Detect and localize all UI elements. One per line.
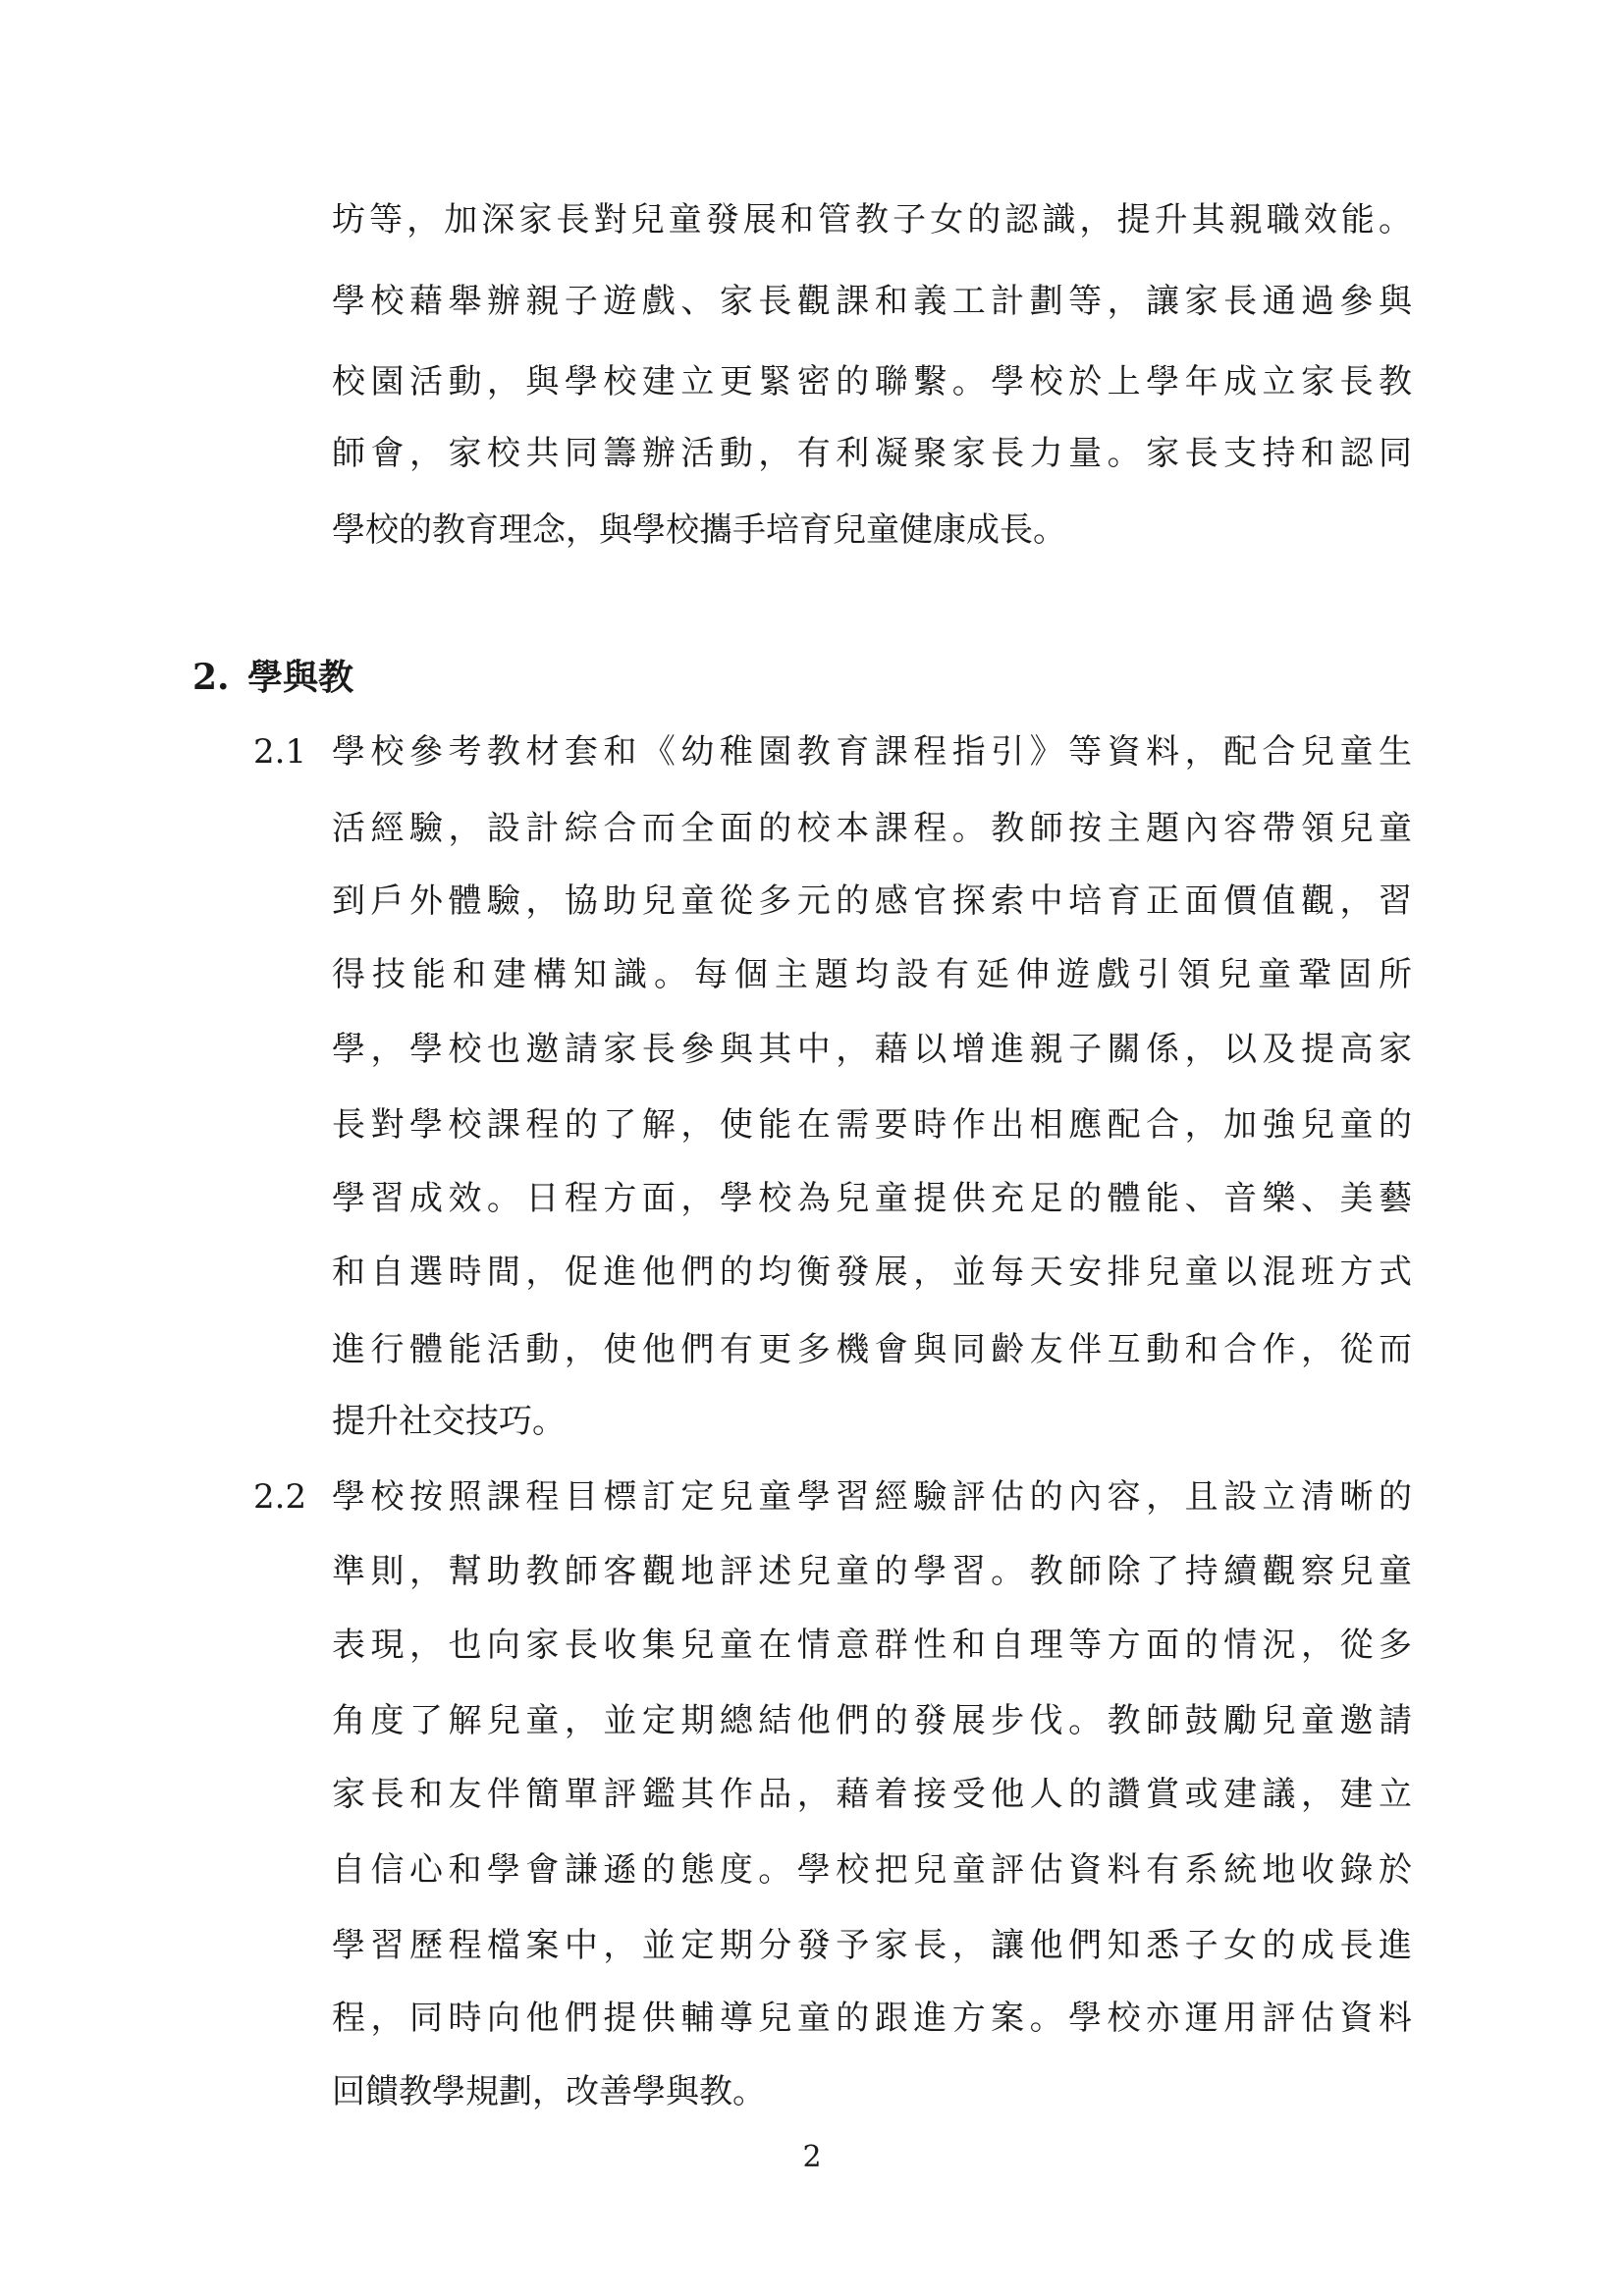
page-number: 2	[802, 2140, 822, 2174]
item-line: 準則，幫助教師客觀地評述兒童的學習。教師除了持續觀察兒童	[332, 1552, 1412, 1591]
item-line: 學習成效。日程方面，學校為兒童提供充足的體能、音樂、美藝	[332, 1179, 1412, 1218]
item-line: 提升社交技巧。	[332, 1402, 566, 1441]
intro-line: 坊等，加深家長對兒童發展和管教子女的認識，提升其親職效能。	[332, 200, 1412, 240]
item-line: 學習歷程檔案中，並定期分發予家長，讓他們知悉子女的成長進	[332, 1926, 1412, 1965]
item-line: 得技能和建構知識。每個主題均設有延伸遊戲引領兒童鞏固所	[332, 955, 1412, 994]
item-line: 回饋教學規劃，改善學與教。	[332, 2072, 766, 2111]
section-number: 2.	[192, 657, 230, 698]
item-number: 2.1	[253, 732, 307, 772]
item-line: 進行體能活動，使他們有更多機會與同齡友伴互動和合作，從而	[332, 1330, 1412, 1369]
intro-line: 師會，家校共同籌辦活動，有利凝聚家長力量。家長支持和認同	[332, 434, 1412, 473]
item-line: 和自選時間，促進他們的均衡發展，並每天安排兒童以混班方式	[332, 1253, 1412, 1292]
item-line: 到戶外體驗，協助兒童從多元的感官探索中培育正面價值觀，習	[332, 881, 1412, 921]
section-heading	[192, 656, 353, 699]
intro-line: 校園活動，與學校建立更緊密的聯繫。學校於上學年成立家長教	[332, 362, 1412, 401]
item-line: 自信心和學會謙遜的態度。學校把兒童評估資料有系統地收錄於	[332, 1850, 1412, 1890]
intro-line: 學校藉舉辦親子遊戲、家長觀課和義工計劃等，讓家長通過參與	[332, 282, 1412, 321]
section-title: 學與教	[247, 657, 354, 698]
item-line: 家長和友伴簡單評鑑其作品，藉着接受他人的讚賞或建議，建立	[332, 1775, 1412, 1814]
item-line: 學校參考教材套和《幼稚園教育課程指引》等資料，配合兒童生	[332, 732, 1412, 772]
item-line: 程，同時向他們提供輔導兒童的跟進方案。學校亦運用評估資料	[332, 1999, 1412, 2038]
item-line: 學，學校也邀請家長參與其中，藉以增進親子關係，以及提高家	[332, 1030, 1412, 1069]
item-line: 學校按照課程目標訂定兒童學習經驗評估的內容，且設立清晰的	[332, 1477, 1412, 1517]
item-number: 2.2	[253, 1477, 307, 1517]
item-line: 活經驗，設計綜合而全面的校本課程。教師按主題內容帶領兒童	[332, 809, 1412, 848]
intro-line: 學校的教育理念，與學校攜手培育兒童健康成長。	[332, 510, 1066, 550]
item-line: 角度了解兒童，並定期總結他們的發展步伐。教師鼓勵兒童邀請	[332, 1701, 1412, 1740]
item-line: 表現，也向家長收集兒童在情意群性和自理等方面的情況，從多	[332, 1626, 1412, 1665]
item-line: 長對學校課程的了解，使能在需要時作出相應配合，加強兒童的	[332, 1105, 1412, 1145]
